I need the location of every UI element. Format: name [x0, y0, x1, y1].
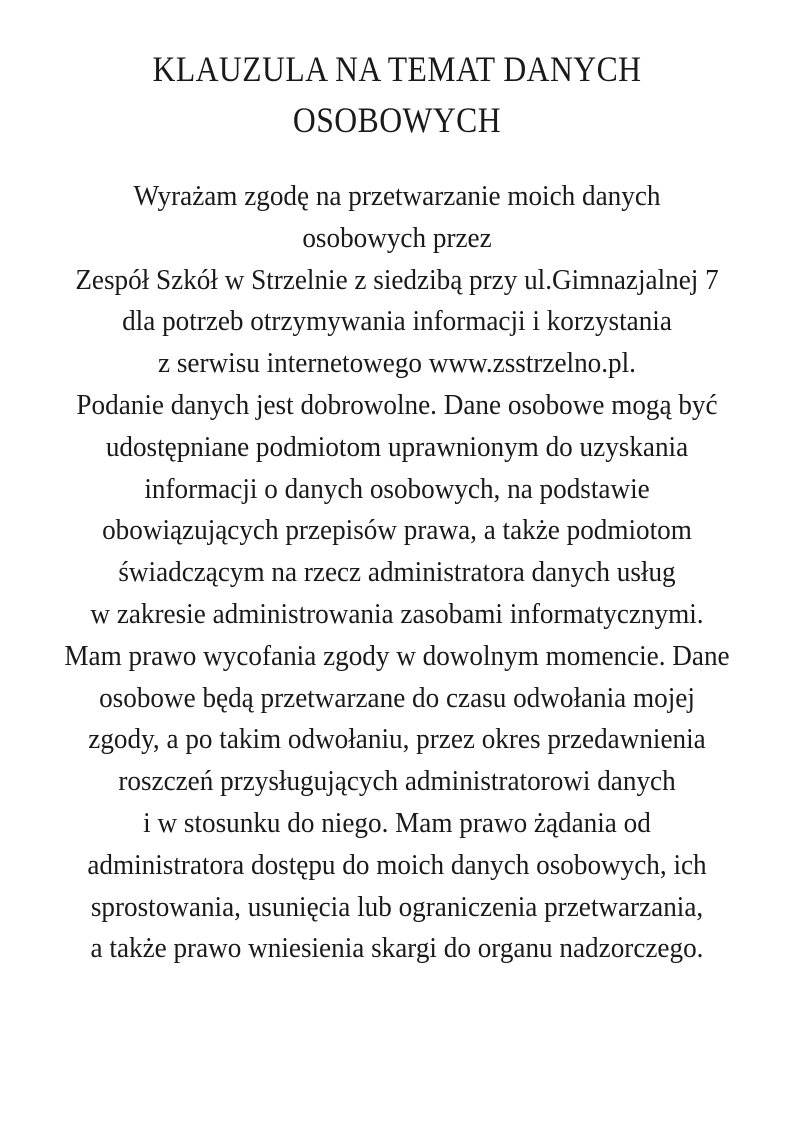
text-line: osobowych przez [302, 222, 492, 254]
text-line: osobowe będą przetwarzane do czasu odwołania mojej [99, 682, 695, 714]
title-line: OSOBOWYCH [292, 100, 502, 140]
title-line: KLAUZULA NA TEMAT DANYCH [152, 49, 642, 89]
text-line: roszczeń przysługujących administratorowi danych [118, 766, 676, 798]
text-line: obowiązujących przepisów prawa, a także podmiotom [102, 515, 692, 547]
text-line: Mam prawo wycofania zgody w dowolnym momencie. Dane [64, 640, 730, 672]
document-body [0, 176, 794, 970]
text-line: informacji o danych osobowych, na podstawie [144, 473, 650, 505]
text-line: Zespół Szkół w Strzelnie z siedzibą przy ul.Gimnazjalnej 7 [75, 264, 719, 296]
text-line: administratora dostępu do moich danych osobowych, ich [87, 849, 707, 881]
text-line: Podanie danych jest dobrowolne. Dane osobowe mogą być [76, 389, 718, 421]
text-line: sprostowania, usunięcia lub ograniczenia przetwarzania, [90, 891, 704, 923]
text-line: udostępniane podmiotom uprawnionym do uzyskania [105, 431, 689, 463]
text-line: dla potrzeb otrzymywania informacji i korzystania [122, 306, 672, 338]
text-line: i w stosunku do niego. Mam prawo żądania od [143, 807, 651, 839]
text-line: świadczącym na rzecz administratora danych usług [118, 557, 676, 589]
text-line: a także prawo wniesienia skargi do organu nadzorczego. [90, 933, 704, 965]
text-line: z serwisu internetowego www.zsstrzelno.pl. [158, 348, 636, 380]
document-title [0, 44, 794, 146]
text-line: zgody, a po takim odwołaniu, przez okres przedawnienia [88, 724, 706, 756]
text-line: w zakresie administrowania zasobami informatycznymi. [90, 598, 704, 630]
text-line: Wyrażam zgodę na przetwarzanie moich danych [133, 181, 661, 212]
